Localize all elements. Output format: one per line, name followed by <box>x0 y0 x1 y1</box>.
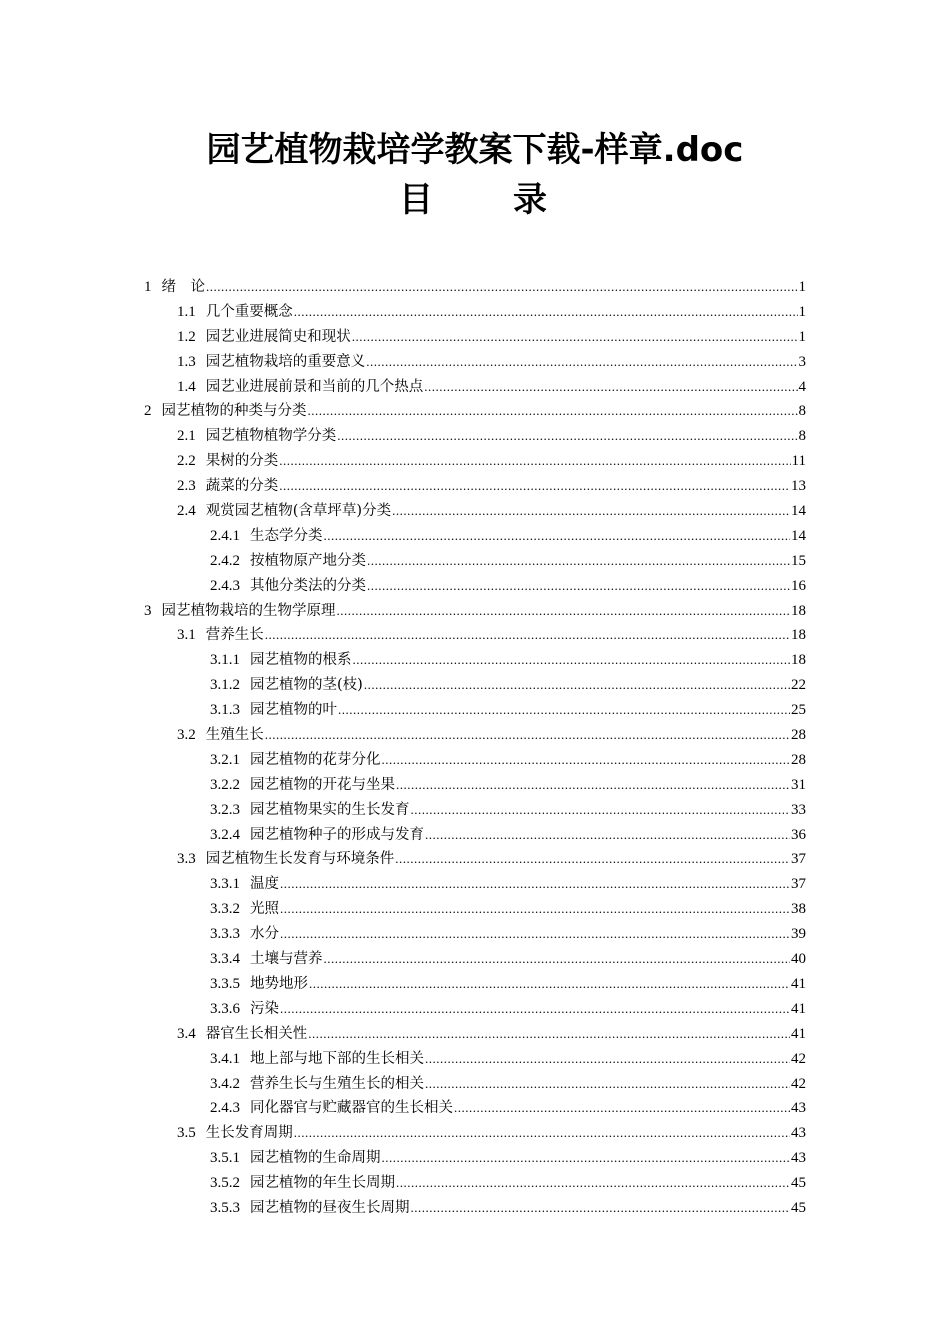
toc-dot-leader <box>382 748 791 773</box>
toc-entry-page-number: 8 <box>798 428 806 445</box>
toc-entry-title: 营养生长与生殖生长的相关 <box>250 1075 424 1092</box>
toc-entry-page-number: 18 <box>791 627 806 644</box>
toc-entry[interactable] <box>144 375 806 400</box>
toc-entry[interactable] <box>144 549 806 574</box>
toc-entry-page-number: 41 <box>791 1025 806 1042</box>
toc-entry[interactable] <box>144 773 806 798</box>
toc-dot-leader <box>279 474 790 499</box>
toc-entry-number: 2.3 <box>177 478 196 495</box>
toc-entry-number: 3.3.6 <box>210 1000 240 1017</box>
toc-entry-number: 3.1.2 <box>210 677 240 694</box>
toc-dot-leader <box>324 947 791 972</box>
toc-entry-page-number: 38 <box>791 901 806 918</box>
toc-entry-title: 园艺植物植物学分类 <box>205 428 337 445</box>
toc-entry-page-number: 28 <box>791 727 806 744</box>
toc-entry[interactable] <box>144 350 806 375</box>
toc-entry-title: 园艺植物的根系 <box>250 652 352 669</box>
toc-entry[interactable] <box>144 1121 806 1146</box>
toc-entry-page-number: 43 <box>791 1100 806 1117</box>
toc-dot-leader <box>367 574 790 599</box>
toc-entry-title: 土壤与营养 <box>250 951 323 968</box>
toc-dot-leader <box>454 1096 790 1121</box>
toc-entry-number: 1 <box>144 279 152 295</box>
toc-entry[interactable] <box>144 424 806 449</box>
toc-dot-leader <box>308 399 798 424</box>
toc-entry-page-number: 18 <box>791 652 806 669</box>
toc-entry-title: 地上部与地下部的生长相关 <box>250 1050 424 1067</box>
toc-entry-page-number: 31 <box>791 776 806 793</box>
toc-entry-title: 园艺业进展前景和当前的几个热点 <box>205 378 424 395</box>
toc-dot-leader <box>280 997 790 1022</box>
toc-entry[interactable] <box>144 1196 806 1221</box>
toc-dot-leader <box>280 897 790 922</box>
toc-entry-number: 3.5.3 <box>210 1199 240 1216</box>
toc-entry-number: 3.1 <box>177 627 196 644</box>
toc-dot-leader <box>338 698 790 723</box>
toc-entry-page-number: 8 <box>798 403 806 420</box>
toc-entry-title: 园艺植物果实的生长发育 <box>250 801 410 818</box>
toc-entry-page-number: 22 <box>791 677 806 694</box>
toc-entry-number: 3.2.3 <box>210 801 240 818</box>
toc-entry-number: 3.4.2 <box>210 1075 240 1092</box>
document-title: 园艺植物栽培学教案下载-样章.doc <box>206 130 744 170</box>
toc-entry[interactable] <box>144 449 806 474</box>
toc-entry-page-number: 1 <box>798 279 806 295</box>
toc-entry[interactable] <box>144 997 806 1022</box>
toc-entry-page-number: 11 <box>791 453 806 470</box>
toc-entry-number: 3.2 <box>177 727 196 744</box>
toc-entry-page-number: 43 <box>791 1150 806 1167</box>
toc-dot-leader <box>324 524 791 549</box>
toc-entry[interactable] <box>144 1146 806 1171</box>
toc-entry[interactable] <box>144 524 806 549</box>
toc-entry[interactable] <box>144 872 806 897</box>
toc-entry-number: 3.2.2 <box>210 776 240 793</box>
toc-entry-page-number: 28 <box>791 751 806 768</box>
toc-entry-number: 1.4 <box>177 378 196 395</box>
toc-entry[interactable] <box>144 723 806 748</box>
toc-entry-number: 2 <box>144 403 152 420</box>
toc-entry-title: 园艺植物的叶 <box>250 702 337 719</box>
toc-entry-page-number: 43 <box>791 1125 806 1142</box>
toc-entry-title: 蔬菜的分类 <box>205 478 279 495</box>
toc-dot-leader <box>265 623 790 648</box>
toc-entry-title: 园艺植物种子的形成与发育 <box>250 826 424 843</box>
toc-entry-number: 2.2 <box>177 453 196 470</box>
toc-entry[interactable] <box>144 1022 806 1047</box>
toc-dot-leader <box>425 1072 790 1097</box>
toc-entry-title: 园艺植物的茎(枝) <box>250 677 363 694</box>
toc-entry-number: 3.5.2 <box>210 1175 240 1192</box>
toc-entry[interactable] <box>144 698 806 723</box>
toc-entry[interactable] <box>144 823 806 848</box>
toc-dot-leader <box>411 798 791 823</box>
toc-entry[interactable] <box>144 748 806 773</box>
toc-entry-number: 3.1.1 <box>210 652 240 669</box>
toc-dot-leader <box>366 350 797 375</box>
toc-entry[interactable] <box>144 499 806 524</box>
toc-entry-page-number: 41 <box>791 1000 806 1017</box>
toc-entry-page-number: 25 <box>791 702 806 719</box>
toc-entry-page-number: 15 <box>791 552 806 569</box>
toc-entry[interactable] <box>144 1096 806 1121</box>
toc-entry-title: 营养生长 <box>205 627 264 644</box>
toc-entry-number: 3.3.4 <box>210 951 240 968</box>
toc-entry-title: 园艺植物栽培的重要意义 <box>205 353 366 370</box>
toc-entry[interactable] <box>144 847 806 872</box>
toc-entry-number: 3.4 <box>177 1025 196 1042</box>
toc-entry-number: 3 <box>144 602 152 619</box>
toc-entry-page-number: 1 <box>798 328 806 345</box>
toc-entry-page-number: 33 <box>791 801 806 818</box>
toc-entry-title: 园艺植物的生命周期 <box>250 1150 381 1167</box>
toc-entry-page-number: 3 <box>798 353 806 370</box>
toc-entry-number: 3.3.2 <box>210 901 240 918</box>
toc-entry-number: 3.3.5 <box>210 975 240 992</box>
toc-entry-title: 果树的分类 <box>205 453 279 470</box>
toc-dot-leader <box>337 599 791 624</box>
toc-entry-number: 3.1.3 <box>210 702 240 719</box>
toc-entry-number: 3.2.1 <box>210 751 240 768</box>
toc-entry-number: 3.2.4 <box>210 826 240 843</box>
toc-entry-number: 2.4.3 <box>210 577 240 594</box>
toc-entry-page-number: 41 <box>791 975 806 992</box>
toc-entry[interactable] <box>144 972 806 997</box>
toc-dot-leader <box>425 1047 790 1072</box>
toc-dot-leader <box>309 972 790 997</box>
toc-entry[interactable] <box>144 275 806 300</box>
toc-dot-leader <box>425 823 790 848</box>
toc-entry-page-number: 18 <box>791 602 806 619</box>
toc-heading: 目 录 <box>399 180 551 220</box>
toc-entry[interactable] <box>144 922 806 947</box>
toc-dot-leader <box>392 499 790 524</box>
toc-entry-title: 水分 <box>250 926 279 943</box>
toc-dot-leader <box>265 723 790 748</box>
toc-entry-title: 园艺植物的种类与分类 <box>161 403 307 420</box>
toc-entry[interactable] <box>144 300 806 325</box>
toc-entry-title: 生殖生长 <box>205 727 264 744</box>
toc-dot-leader <box>294 300 798 325</box>
toc-dot-leader <box>382 1146 791 1171</box>
toc-entry[interactable] <box>144 474 806 499</box>
toc-dot-leader <box>294 1121 790 1146</box>
toc-entry-number: 3.4.1 <box>210 1050 240 1067</box>
toc-entry-number: 2.1 <box>177 428 196 445</box>
toc-entry-title: 同化器官与贮藏器官的生长相关 <box>250 1100 453 1117</box>
toc-entry-page-number: 40 <box>791 951 806 968</box>
toc-entry[interactable] <box>144 1072 806 1097</box>
toc-entry-title: 地势地形 <box>250 975 308 992</box>
toc-entry-title: 园艺植物的年生长周期 <box>250 1175 395 1192</box>
toc-entry-page-number: 45 <box>791 1175 806 1192</box>
toc-dot-leader <box>280 872 790 897</box>
toc-entry-page-number: 39 <box>791 926 806 943</box>
toc-entry-title: 园艺植物的昼夜生长周期 <box>250 1199 410 1216</box>
toc-entry-page-number: 37 <box>791 876 806 893</box>
toc-entry-page-number: 4 <box>798 378 806 395</box>
toc-entry-page-number: 42 <box>791 1075 806 1092</box>
toc-dot-leader <box>352 325 798 350</box>
toc-dot-leader <box>308 1022 790 1047</box>
toc-entry[interactable] <box>144 947 806 972</box>
toc-entry-page-number: 1 <box>798 303 806 320</box>
toc-dot-leader <box>279 449 790 474</box>
toc-entry-number: 3.3.1 <box>210 876 240 893</box>
toc-dot-leader <box>206 275 798 300</box>
toc-entry-title: 温度 <box>250 876 279 893</box>
toc-entry-page-number: 37 <box>791 851 806 868</box>
toc-entry-number: 3.3 <box>177 851 196 868</box>
toc-entry[interactable] <box>144 1047 806 1072</box>
toc-dot-leader <box>411 1196 791 1221</box>
toc-entry-page-number: 13 <box>791 478 806 495</box>
toc-entry-number: 1.1 <box>177 303 196 320</box>
toc-entry[interactable] <box>144 673 806 698</box>
toc-entry-title: 生长发育周期 <box>205 1125 293 1142</box>
toc-entry[interactable] <box>144 648 806 673</box>
toc-entry[interactable] <box>144 599 806 624</box>
toc-entry[interactable] <box>144 798 806 823</box>
toc-dot-leader <box>364 673 790 698</box>
toc-entry-title: 按植物原产地分类 <box>250 552 366 569</box>
toc-dot-leader <box>337 424 797 449</box>
toc-entry[interactable] <box>144 325 806 350</box>
toc-entry-page-number: 36 <box>791 826 806 843</box>
toc-entry-page-number: 14 <box>791 527 806 544</box>
toc-entry[interactable] <box>144 574 806 599</box>
toc-entry-title: 光照 <box>250 901 279 918</box>
toc-entry-number: 1.2 <box>177 328 196 345</box>
toc-entry-page-number: 16 <box>791 577 806 594</box>
toc-entry-number: 2.4 <box>177 503 196 520</box>
toc-entry-title: 园艺植物生长发育与环境条件 <box>205 851 395 868</box>
toc-entry-number: 1.3 <box>177 353 196 370</box>
toc-entry-title: 其他分类法的分类 <box>250 577 366 594</box>
toc-dot-leader <box>396 773 790 798</box>
toc-entry-title: 污染 <box>250 1000 279 1017</box>
toc-entry-number: 3.5.1 <box>210 1150 240 1167</box>
toc-entry-page-number: 42 <box>791 1050 806 1067</box>
toc-entry-title: 器官生长相关性 <box>205 1025 308 1042</box>
toc-dot-leader <box>396 1171 790 1196</box>
toc-dot-leader <box>424 375 797 400</box>
toc-entry[interactable] <box>144 623 806 648</box>
toc-entry-title: 园艺植物栽培的生物学原理 <box>161 602 336 619</box>
table-of-contents <box>144 275 806 1221</box>
toc-dot-leader <box>395 847 790 872</box>
toc-entry-page-number: 45 <box>791 1199 806 1216</box>
toc-entry-title: 观赏园艺植物(含草坪草)分类 <box>205 503 392 520</box>
toc-entry[interactable] <box>144 1171 806 1196</box>
toc-entry-title: 生态学分类 <box>250 527 323 544</box>
toc-entry-page-number: 14 <box>791 503 806 520</box>
toc-entry-title: 园艺植物的花芽分化 <box>250 751 381 768</box>
toc-entry-number: 2.4.3 <box>210 1100 240 1117</box>
toc-entry-number: 3.5 <box>177 1125 196 1142</box>
toc-entry-number: 2.4.2 <box>210 552 240 569</box>
toc-entry-title: 绪 论 <box>161 279 205 295</box>
toc-entry[interactable] <box>144 897 806 922</box>
toc-entry-title: 园艺业进展简史和现状 <box>205 328 351 345</box>
toc-dot-leader <box>367 549 790 574</box>
toc-entry-number: 3.3.3 <box>210 926 240 943</box>
toc-dot-leader <box>353 648 791 673</box>
toc-entry-title: 几个重要概念 <box>205 303 293 320</box>
toc-entry-number: 2.4.1 <box>210 527 240 544</box>
toc-entry-title: 园艺植物的开花与坐果 <box>250 776 395 793</box>
toc-dot-leader <box>280 922 790 947</box>
toc-entry[interactable] <box>144 399 806 424</box>
